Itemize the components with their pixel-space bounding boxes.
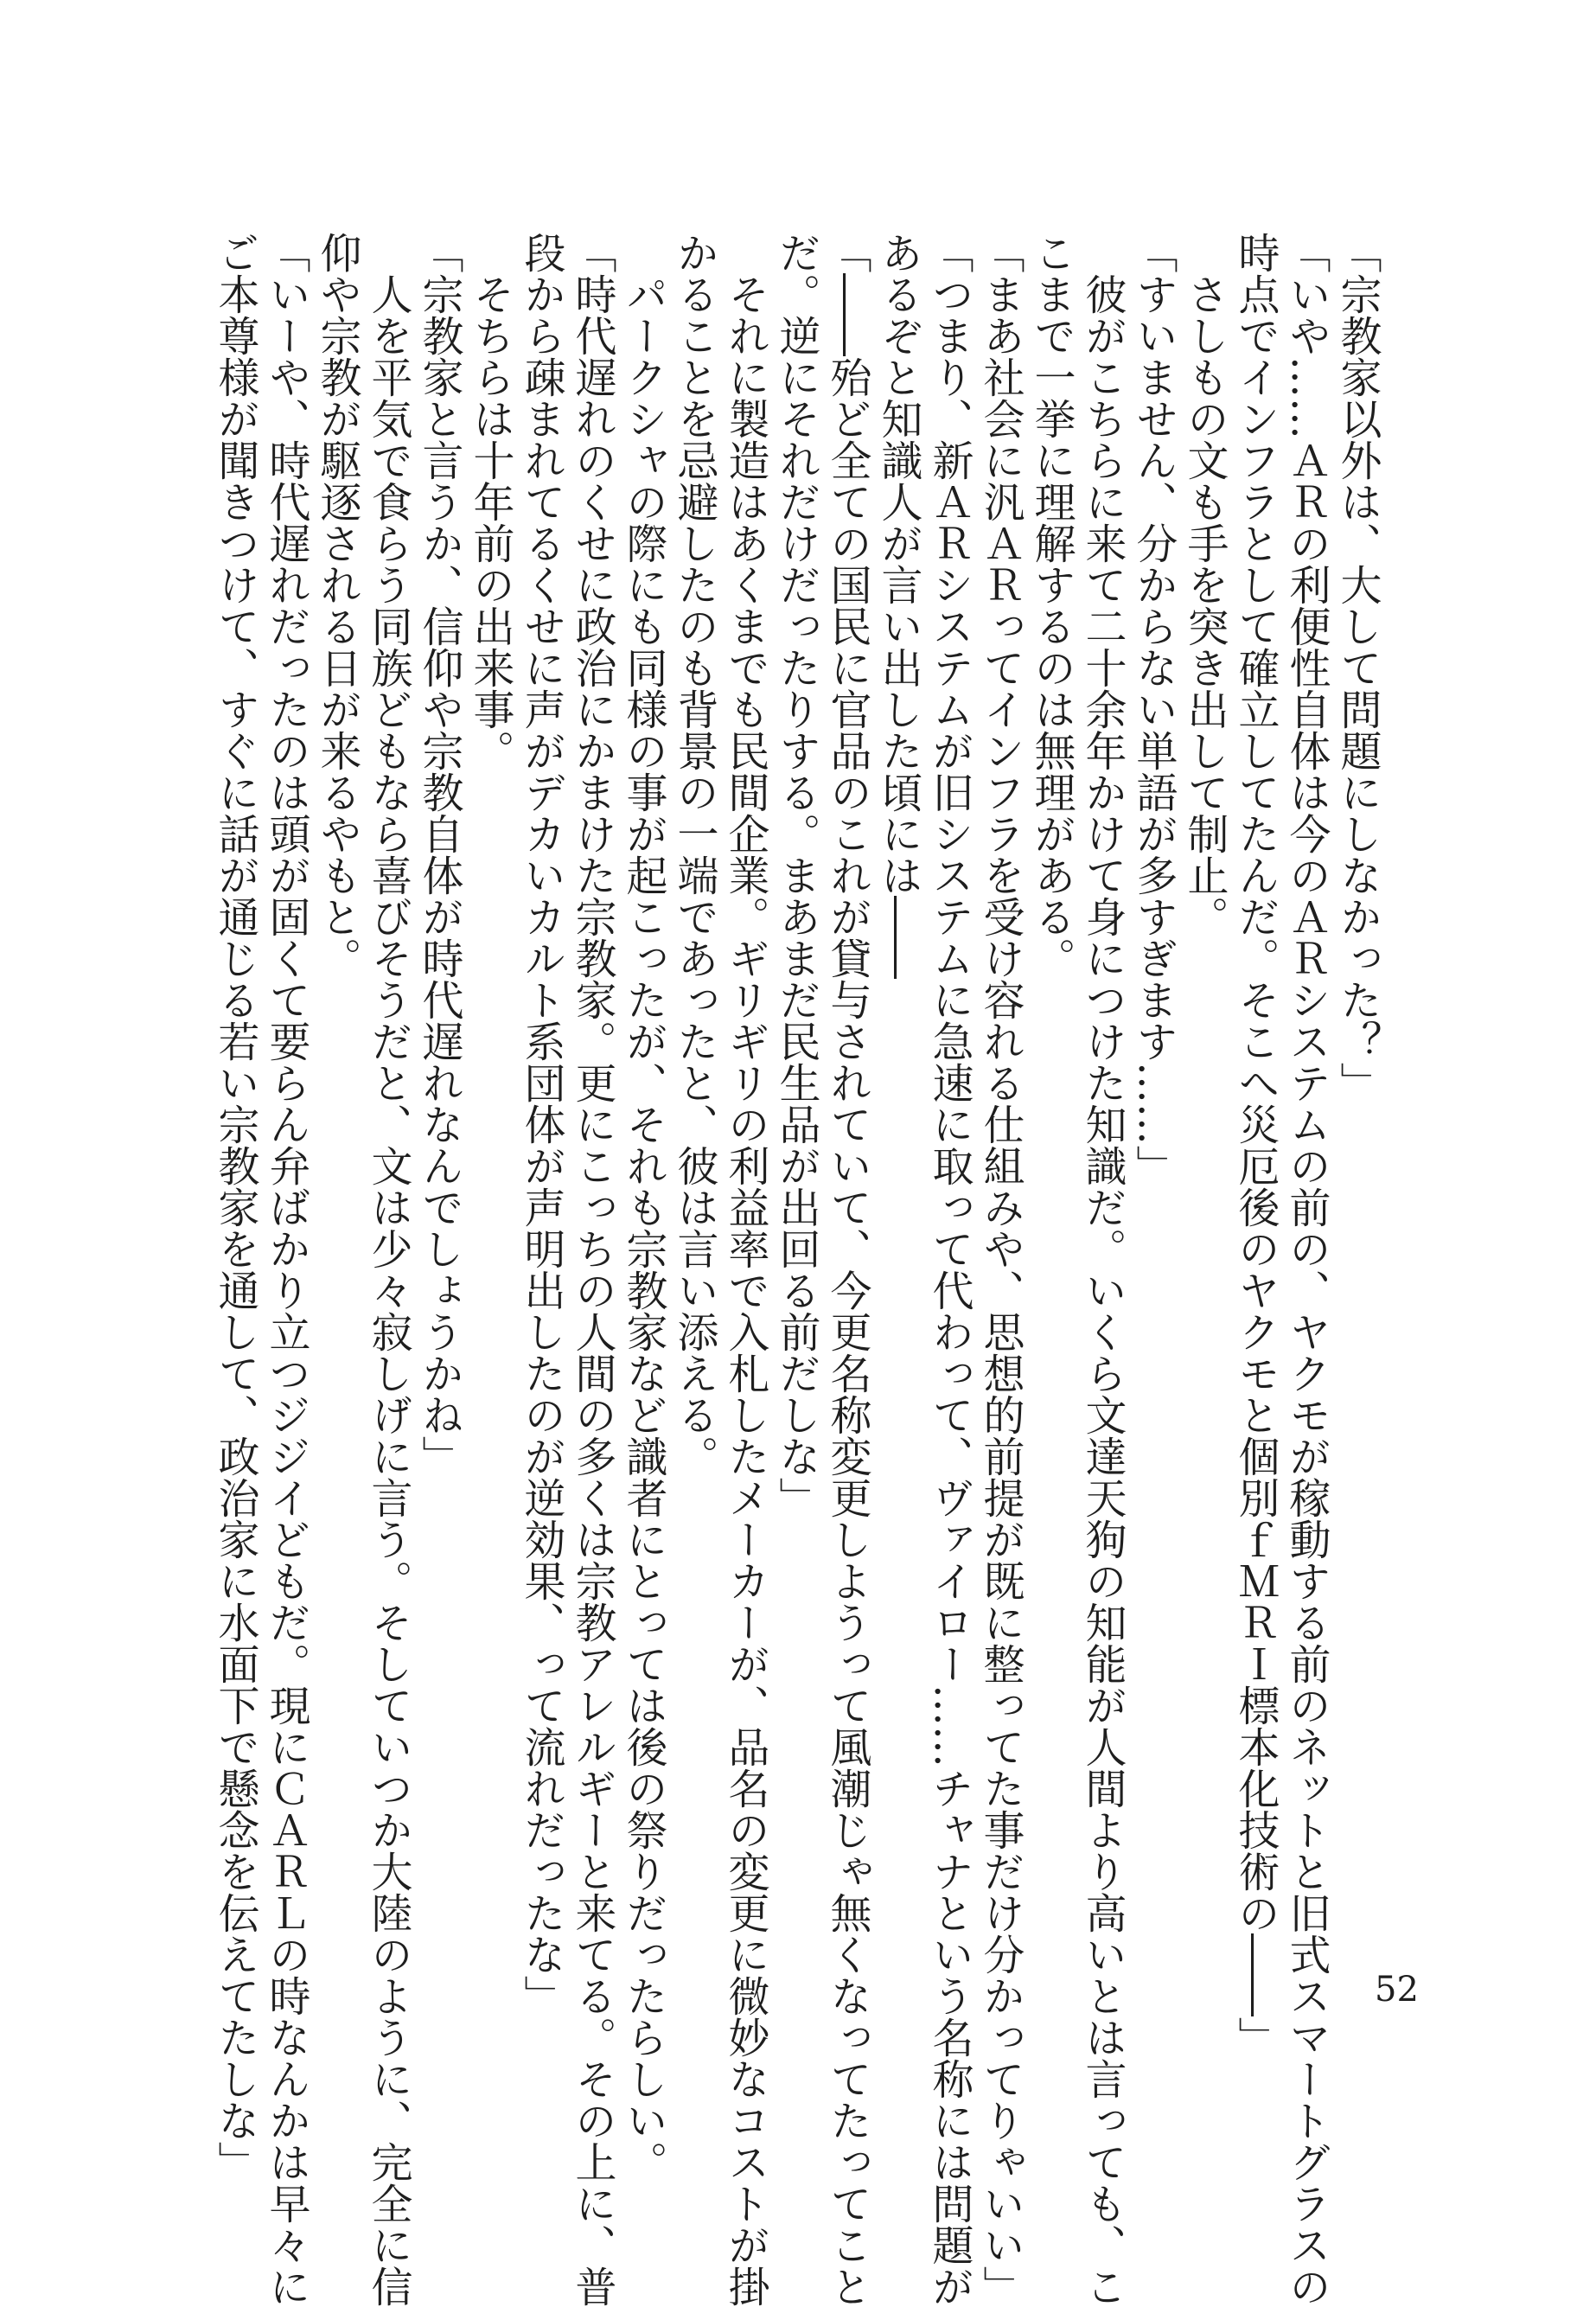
text-line: 「宗教家と言うか、信仰や宗教自体が時代遅れなんでしょうかね」 (415, 232, 463, 1477)
text-line: 「時代遅れのくせに政治にかまけた宗教家。更にこっちの人間の多くは宗教アレルギーと来てる。その上に、普 (568, 232, 616, 2307)
page-number: 52 (1375, 1970, 1419, 2010)
text-line: それに製造はあくまでも民間企業。ギリギリの利益率で入札したメーカーが、品名の変更に微妙なコストが掛 (721, 232, 769, 2307)
text-line: 段から疎まれてるくせに声がデカいカルト系団体が声明出したのが逆効果、って流れだったな」 (517, 232, 565, 2016)
text-line: 「いーや、時代遅れだったのは頭が固くて要らん弁ばかり立つジジイどもだ。現にＣＡＲＬの時なんかは早々に (262, 232, 310, 2307)
text-line: パークシャの際にも同様の事が起こったが、それも宗教家など識者にとっては後の祭りだったらしい。 (619, 232, 667, 2182)
vertical-text-body (209, 232, 1382, 2307)
text-line: 彼がこちらに来て二十余年かけて身につけた知識だ。いくら文達天狗の知能が人間より高いとは言っても、こ (1078, 232, 1127, 2307)
text-line: そちらは十年前の出来事。 (466, 232, 514, 771)
text-line: さしもの文も手を突き出して制止。 (1180, 232, 1229, 937)
text-line: 「すいません、分からない単語が多すぎます……」 (1129, 232, 1178, 1186)
text-line: 人を平気で食らう同族どもなら喜びそうだと、文は少々寂しげに言う。そしていつか大陸のように、完全に信 (364, 232, 412, 2307)
text-line: あるぞと知識人が言い出した頃には―― (874, 232, 922, 979)
text-line: 時点でインフラとして確立してたんだ。そこへ災厄後のヤクモと個別ｆＭＲＩ標本化技術の――」 (1231, 232, 1280, 2058)
text-line: こまで一挙に理解するのは無理がある。 (1027, 232, 1076, 979)
text-line: 「まあ社会に汎ＡＲってインフラを受け容れる仕組みや、思想的前提が既に整ってた事だけ分かってりゃいい」 (976, 232, 1025, 2307)
text-line: 「いや……ＡＲの利便性自体は今のＡＲシステムの前の、ヤクモが稼動する前のネットと旧式スマートグラスの (1282, 232, 1331, 2307)
text-line: 仰や宗教が駆逐される日が来るやもと。 (313, 232, 361, 979)
text-line: 「つまり、新ＡＲシステムが旧システムに急速に取って代わって、ヴァイロー……チャナという名称には問題が (925, 232, 974, 2307)
text-line: かることを忌避したのも背景の一端であったと、彼は言い添える。 (670, 232, 718, 1477)
text-line: ご本尊様が聞きつけて、すぐに話が通じる若い宗教家を通して、政治家に水面下で懸念を伝えてたしな」 (211, 232, 259, 2182)
text-line: 「宗教家以外は、大して問題にしなかった？」 (1333, 232, 1382, 1103)
text-line: だ。逆にそれだけだったりする。まあまだ民生品が出回る前だしな」 (772, 232, 820, 1518)
text-line: 「――殆ど全ての国民に官品のこれが貸与されていて、今更名称変更しようって風潮じゃ無くなってたってこと (823, 232, 871, 2307)
